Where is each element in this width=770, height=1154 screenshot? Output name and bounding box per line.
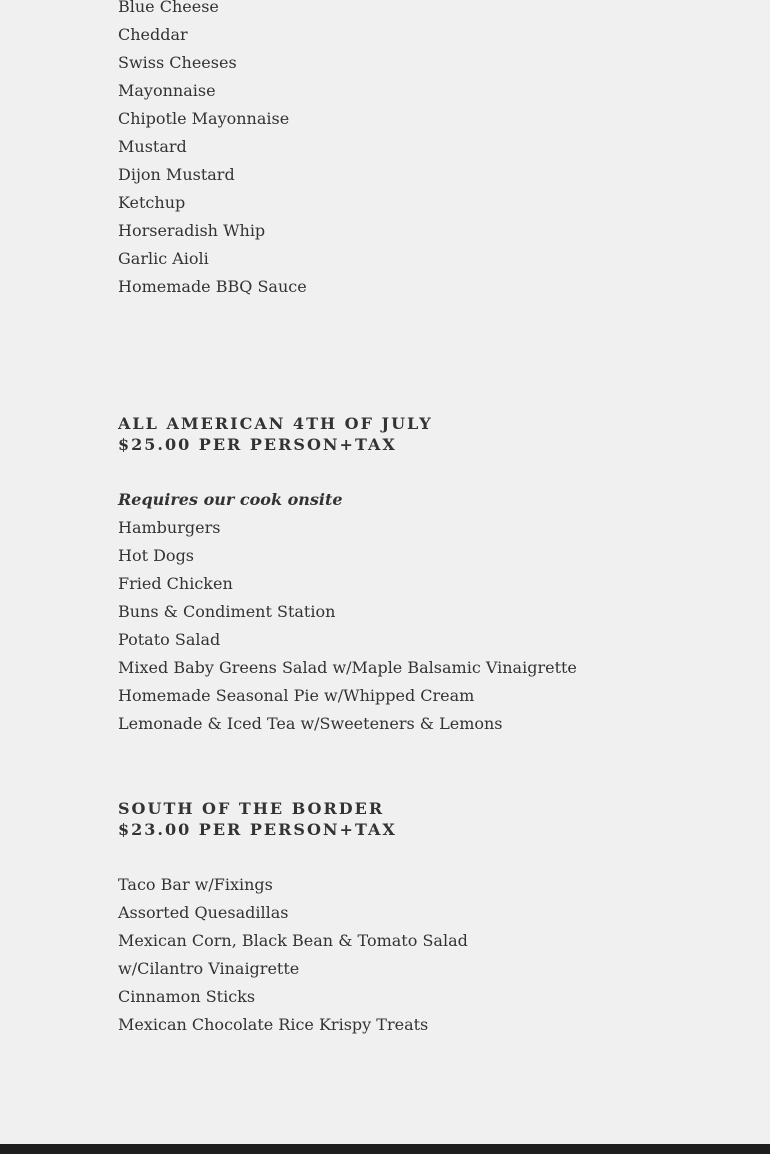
list-item: Buns & Condiment Station bbox=[118, 602, 336, 621]
condiment-list bbox=[118, 0, 718, 301]
section-note: Requires our cook onsite bbox=[118, 490, 343, 509]
list-item: Garlic Aioli bbox=[118, 249, 209, 268]
list-item: Mixed Baby Greens Salad w/Maple Balsamic Vinaigrette bbox=[118, 658, 577, 677]
section-price: $23.00 PER PERSON+TAX bbox=[118, 820, 397, 839]
list-item: Mexican Chocolate Rice Krispy Treats bbox=[118, 1015, 429, 1034]
list-item: w/Cilantro Vinaigrette bbox=[118, 959, 300, 978]
list-item: Hot Dogs bbox=[118, 546, 195, 565]
list-item: Cinnamon Sticks bbox=[118, 987, 256, 1006]
list-item: Lemonade & Iced Tea w/Sweeteners & Lemons bbox=[118, 714, 503, 733]
list-item: Hamburgers bbox=[118, 518, 221, 537]
list-item: Blue Cheese bbox=[118, 0, 219, 16]
list-item: Mustard bbox=[118, 137, 187, 156]
list-item: Swiss Cheeses bbox=[118, 53, 237, 72]
list-item: Homemade BBQ Sauce bbox=[118, 277, 307, 296]
footer-bar bbox=[0, 1144, 770, 1154]
list-item: Taco Bar w/Fixings bbox=[118, 875, 273, 894]
menu-content bbox=[118, 0, 718, 1039]
list-item: Horseradish Whip bbox=[118, 221, 266, 240]
list-item: Assorted Quesadillas bbox=[118, 903, 289, 922]
all-american-section bbox=[118, 413, 718, 738]
section-price: $25.00 PER PERSON+TAX bbox=[118, 435, 397, 454]
list-item: Fried Chicken bbox=[118, 574, 233, 593]
list-item: Mayonnaise bbox=[118, 81, 216, 100]
list-item: Potato Salad bbox=[118, 630, 221, 649]
list-item: Homemade Seasonal Pie w/Whipped Cream bbox=[118, 686, 475, 705]
list-item: Dijon Mustard bbox=[118, 165, 235, 184]
list-item: Ketchup bbox=[118, 193, 186, 212]
list-item: Cheddar bbox=[118, 25, 188, 44]
list-item: Mexican Corn, Black Bean & Tomato Salad bbox=[118, 931, 468, 950]
south-border-section bbox=[118, 798, 718, 1039]
list-item: Chipotle Mayonnaise bbox=[118, 109, 290, 128]
section-title: ALL AMERICAN 4TH OF JULY bbox=[118, 414, 433, 433]
section-title: SOUTH OF THE BORDER bbox=[118, 799, 385, 818]
